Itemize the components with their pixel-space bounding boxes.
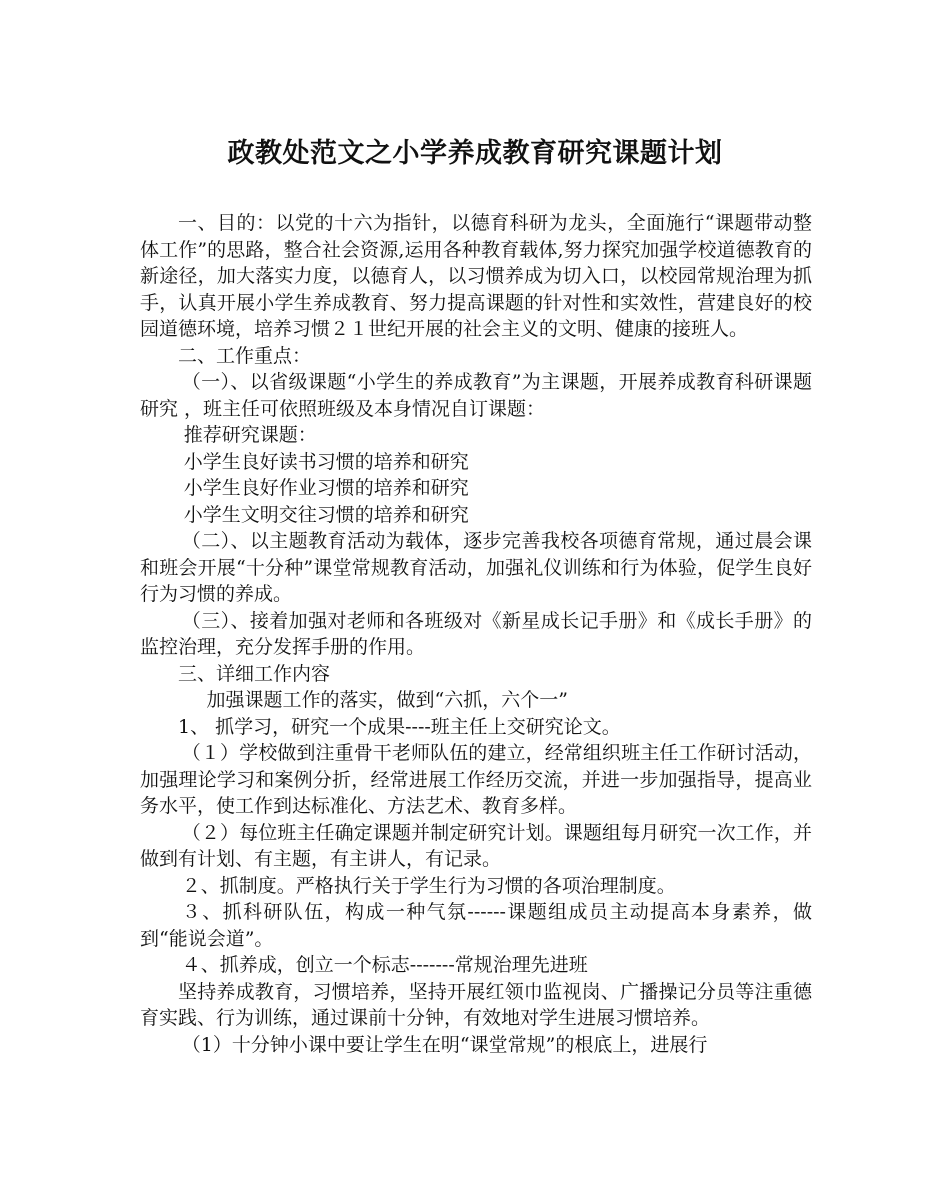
paragraph-focus-3: （三）、接着加强对老师和各班级对《新星成长记手册》和《成长手册》的监控治理，充分发挥手册的作用。: [140, 609, 812, 658]
topic-item: 小学生文明交往习惯的培养和研究: [183, 503, 469, 526]
paragraph-item-1-sub-1: （１）学校做到注重骨干老师队伍的建立，经常组织班主任工作研讨活动，加强理论学习和案例分折，经常进展工作经历交流，并进一步加强指导，提高业务水平，使工作到达标准化、方法艺术、教育多样。: [140, 742, 812, 817]
heading-work-focus: 二、工作重点：: [178, 344, 312, 367]
paragraph-focus-1: （一）、以省级课题“小学生的养成教育”为主课题，开展养成教育科研课题研究 ，班主任可依照班级及本身情况自订课题：: [140, 371, 812, 420]
paragraph-focus-2: （二）、以主题教育活动为载体，逐步完善我校各项德育常规，通过晨会课和班会开展“十分种”课堂常规教育活动，加强礼仪训练和行为体验，促学生良好行为习惯的养成。: [140, 530, 812, 605]
paragraph-item-1: 1、 抓学习，研究一个成果----班主任上交研究论文。: [178, 715, 621, 738]
paragraph-item-2: ２、抓制度。严格执行关于学生行为习惯的各项治理制度。: [181, 874, 676, 897]
document-body: [140, 210, 812, 1058]
heading-work-content: 三、详细工作内容: [178, 662, 331, 685]
paragraph-item-4: ４、抓养成，创立一个标志-------常规治理先进班: [181, 954, 588, 976]
paragraph-ten-minute-class: （1）十分钟小课中要让学生在明“课堂常规”的根底上，进展行: [181, 1033, 708, 1056]
paragraph-six-items: 加强课题工作的落实，做到“六抓，六个一”: [206, 689, 568, 711]
recommended-topics-label: 推荐研究课题：: [183, 424, 317, 446]
document-title: 政教处范文之小学养成教育研究课题计划: [227, 138, 723, 169]
paragraph-item-3: ３、抓科研队伍，构成一种气氛------课题组成员主动提高本身素养，做到“能说会道”。: [140, 901, 812, 950]
topic-item: 小学生良好作业习惯的培养和研究: [183, 477, 469, 499]
paragraph-item-1-sub-2: （２）每位班主任确定课题并制定研究计划。课题组每月研究一次工作，并做到有计划、有主题，有主讲人，有记录。: [140, 821, 812, 870]
paragraph-purpose: 一、目的：以党的十六为指针，以德育科研为龙头，全面施行“课题带动整体工作”的思路，整合社会资源,运用各种教育载体,努力探究加强学校道德教育的新途径，加大落实力度，以德育人，以习惯养成为切入口，以校园常规治理为抓手，认真开展小学生养成教育、努力提高课题的针对性和实效性，营建良好的校园道德环境，培养习惯２１世纪开展的社会主义的文明、健康的接班人。: [140, 212, 812, 340]
paragraph-habit-training: 坚持养成教育，习惯培养，坚持开展红领巾监视岗、广播操记分员等注重德育实践、行为训练，通过课前十分钟，有效地对学生进展习惯培养。: [140, 980, 812, 1029]
topic-item: 小学生良好读书习惯的培养和研究: [183, 450, 469, 473]
